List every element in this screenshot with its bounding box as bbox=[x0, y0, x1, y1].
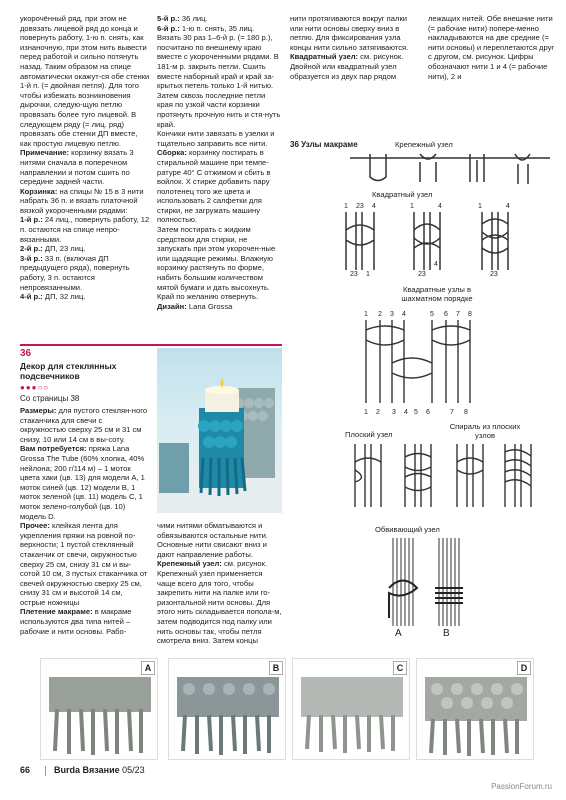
num-label: 1 bbox=[410, 203, 414, 210]
flat-knot-label: Плоский узел bbox=[345, 430, 393, 439]
text: Lana Grossa bbox=[186, 301, 233, 311]
num-label: 7 bbox=[450, 409, 454, 416]
num-label: 1 bbox=[478, 203, 482, 210]
sample-photos bbox=[40, 658, 540, 758]
label: Сборка: bbox=[157, 148, 187, 158]
num-label: 8 bbox=[464, 409, 468, 416]
text: см. рисунок. Крепежный узел применяется чаще всего для того, чтобы закрепить нити на палке или го-ризонтальной нити основы. Для этого нить складывается попола-м, затем подводится под палку или нить основы так, чтобы петля смотрела вниз. Затем концы bbox=[157, 559, 282, 646]
text: 33 п. (включая ДП предыдущего ряда), повернуть работу, 3 п. остаются непровязанными. bbox=[20, 253, 130, 292]
label: 6-й р.: bbox=[157, 23, 180, 33]
num-label: 23 bbox=[490, 271, 498, 278]
label: Корзинка: bbox=[20, 186, 58, 196]
label: Дизайн: bbox=[157, 301, 187, 311]
wrap-knot-diagram bbox=[385, 538, 475, 638]
column-1 bbox=[20, 14, 150, 302]
num-label: 1 bbox=[364, 311, 368, 318]
num-label: 4 bbox=[438, 203, 442, 210]
num-label: 2 bbox=[376, 409, 380, 416]
column-3 bbox=[290, 14, 420, 81]
label: Примечание: bbox=[20, 148, 70, 158]
label-b: B bbox=[443, 628, 450, 638]
text: 1-ю п. снять, 35 лиц. bbox=[179, 23, 255, 33]
section-header bbox=[20, 348, 150, 407]
knot-diagrams bbox=[290, 140, 560, 640]
page-number: 66 bbox=[20, 765, 31, 775]
sample-c bbox=[292, 658, 410, 760]
num-label: 7 bbox=[456, 311, 460, 318]
text: см. рисунок. Двойной или квадратный узел образуется из двух пар рядом bbox=[290, 52, 404, 81]
num-label: 1 bbox=[364, 409, 368, 416]
instructions-column bbox=[157, 521, 282, 646]
text: 24 лиц., повернуть работу, 12 п. остаются на спице непро-вязанными. bbox=[20, 215, 150, 244]
text: в макраме используются два типа нитей – рабочие и нити основы. Рабо- bbox=[20, 607, 132, 636]
text: 36 лиц. bbox=[179, 14, 208, 23]
num-label: 23 bbox=[356, 203, 364, 210]
issue-number: 05/23 bbox=[122, 765, 145, 775]
column-4 bbox=[428, 14, 558, 81]
text: ДП, 32 лиц. bbox=[42, 292, 86, 302]
section-title: Декор для стеклянных подсвечников bbox=[20, 361, 117, 381]
paragraph: Вязать 30 раз 1–6-й р. (= 180 р.), посчитано по внешнему краю вместе с укороченными рядами. В 181-м р. закрыть петли. Сшить вместе наборный край и край за-крытых петель только 1-й нитью. Затем сквозь последние петли края по узкой части корзинки протянуть прочную нить и стя-нуть край. bbox=[157, 33, 281, 129]
num-label: 6 bbox=[444, 311, 448, 318]
text: на спицы № 15 в 3 нити набрать 36 п. и вязать платочной вязкой укороченными рядами: bbox=[20, 186, 144, 215]
text: пряжа Lana Grossa The Tube (60% хлопка, 40% нейлона; 200 г/114 м) – 1 моток цвета хаки (цв. 13) для модели A, 1 моток синей (цв. 12) модели B, 1 моток зеленой (цв. 11) модель C, 1 моток зелено-голубой (цв. 10) модель D. bbox=[20, 444, 145, 521]
paragraph: Край по желанию отвернуть. bbox=[157, 292, 259, 302]
checker-knots-label: Квадратные узлы в шахматном порядке bbox=[401, 285, 473, 303]
num-label: 3 bbox=[390, 311, 394, 318]
checker-knots-diagram bbox=[360, 308, 490, 418]
num-label: 8 bbox=[468, 311, 472, 318]
square-knot-label: Квадратный узел bbox=[372, 190, 433, 199]
label: 4-й р.: bbox=[20, 292, 43, 302]
paragraph: лежащих нитей. Обе внешние нити (= рабочие нити) попере-менно накладываются на две средние (= нити основы) и переплетаются друг с другом, см. рисунок. Цифры обозначают нити 1 и 4 (= рабочие нити), 2 и bbox=[428, 14, 555, 81]
num-label: 6 bbox=[426, 409, 430, 416]
sample-label: B bbox=[269, 661, 283, 675]
num-label: 3 bbox=[392, 409, 396, 416]
text: корзинку вязать 3 нитями сначала в поперечном направлении и потом сшить по середине задней части. bbox=[20, 148, 134, 187]
num-label: 4 bbox=[404, 409, 408, 416]
section-number: 36 bbox=[20, 348, 32, 359]
difficulty-dots: ●●●○○ bbox=[20, 383, 50, 392]
label: Прочее: bbox=[20, 521, 50, 531]
paragraph: Затем постирать с жидким средством для стирки, не запускать при этом укорочен-ные или щадящие режимы. Влажную корзинку растянуть по форме, набить большим количеством мятой бумаги и дать высохнуть. bbox=[157, 225, 276, 292]
num-label: 5 bbox=[414, 409, 418, 416]
sample-d bbox=[416, 658, 534, 760]
diagrams-title: 36 Узлы макраме bbox=[290, 140, 358, 149]
sample-a bbox=[40, 658, 158, 760]
label: Вам потребуется: bbox=[20, 444, 87, 454]
column-2 bbox=[157, 14, 282, 311]
candle-photo bbox=[157, 348, 282, 513]
spiral-knot-label: Спираль из плоских узлов bbox=[449, 422, 521, 440]
label: Крепежный узел: bbox=[157, 559, 222, 569]
text: корзинку постирать в стиральной машине при темпе-ратуре 40° С отжимом и сбить в войлок. Х стирке добавить пару полотенец того же цвета и использовать 2 салфетки для стирки, не загружать машину полностью. bbox=[157, 148, 271, 225]
label: Размеры: bbox=[20, 406, 57, 415]
wrap-knot-label: Обвивающий узел bbox=[375, 525, 440, 534]
num-label: 23 bbox=[418, 271, 426, 278]
sample-b bbox=[168, 658, 286, 760]
paragraph: укорочённый ряд, при этом не довязать лицевой ряд до конца и повернуть работу, 1-ю п. снять, как изнаночную, при этом нить вывести перед работой и сильно потянуть назад. Таким образом на спице автоматически окажут-ся обе стенки 1-й п. (= двойная петля). Для того чтобы избежать возникновения дырочки, следую-щую петлю провязать более туго лицевой. В следующем ряду (= лиц. ряд) провязать обе стенки ДП вместе, как простую лицевую петлю. bbox=[20, 14, 150, 148]
section-divider bbox=[20, 344, 282, 346]
flat-and-spiral-diagram bbox=[345, 442, 545, 512]
label-a: A bbox=[395, 628, 402, 638]
page-footer bbox=[20, 765, 145, 776]
label: 2-й р.: bbox=[20, 244, 43, 254]
magazine-name: Burda Вязание bbox=[54, 765, 120, 775]
label: Квадратный узел: bbox=[290, 52, 359, 62]
text: ДП, 23 лиц. bbox=[42, 244, 86, 254]
footer-divider bbox=[45, 766, 46, 776]
square-knot-diagram bbox=[330, 200, 550, 280]
num-label: 23 bbox=[350, 271, 358, 278]
paragraph: Кончики нити завязать в узелки и тщательно заправить все нити. bbox=[157, 129, 275, 148]
paragraph: нити протягиваются вокруг палки или нити основы сверху вниз в петлю. Для фиксирования узла концы нити сильно затягиваются. bbox=[290, 14, 409, 52]
num-label: 4 bbox=[506, 203, 510, 210]
label: 3-й р.: bbox=[20, 253, 43, 263]
text: клейкая лента для укрепления пряжи на ровной по-верхности; 1 пустой стеклянный стаканчик от свечи, окружностью сверху 25 см, снизу 31 см и вы-сотой 10 см, 3 пустых стаканчика от свечей окружностью сверху 25 см, снизу 31 см и высотой 14 см, острые ножницы bbox=[20, 521, 148, 607]
label: Плетение макраме: bbox=[20, 607, 93, 617]
paragraph: чими нитями обматываются и обвязываются остальные нити. Основные нити свисают вниз и дают направление работы. bbox=[157, 521, 268, 559]
num-label: 4 bbox=[372, 203, 376, 210]
text: для пустого стеклян-ного стаканчика для свечи с окружностью сверху 25 см и 31 см снизу, 10 или 14 см в вы-соту. bbox=[20, 406, 148, 444]
page-reference: Со страницы 38 bbox=[20, 394, 80, 403]
sample-label: C bbox=[393, 661, 407, 675]
label: 5-й р.: bbox=[157, 14, 180, 23]
num-label: 1 bbox=[344, 203, 348, 210]
materials-column bbox=[20, 406, 150, 636]
crepe-knot-label: Крепежный узел bbox=[395, 140, 453, 149]
num-label: 4 bbox=[434, 261, 438, 268]
watermark: PassionForum.ru bbox=[491, 782, 552, 791]
sample-label: A bbox=[141, 661, 155, 675]
label: 1-й р.: bbox=[20, 215, 43, 225]
crepe-knot-diagram bbox=[350, 152, 550, 187]
num-label: 2 bbox=[378, 311, 382, 318]
num-label: 1 bbox=[366, 271, 370, 278]
num-label: 5 bbox=[430, 311, 434, 318]
sample-label: D bbox=[517, 661, 531, 675]
num-label: 4 bbox=[402, 311, 406, 318]
